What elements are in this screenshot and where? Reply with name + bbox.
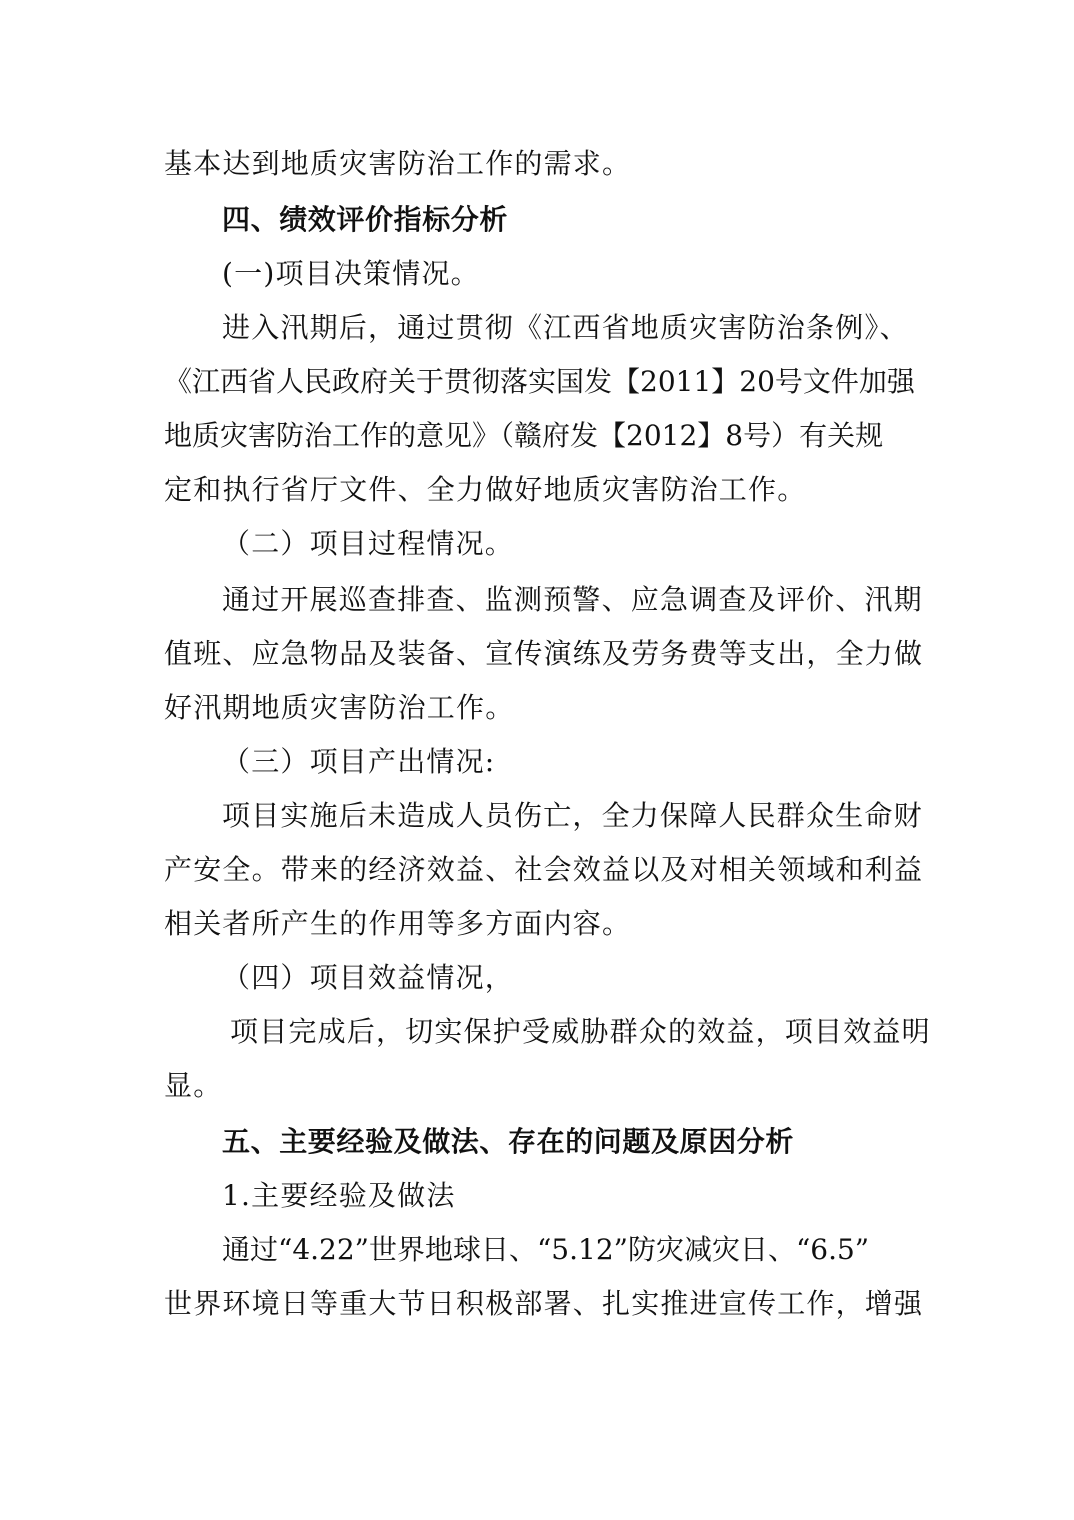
paragraph-line: 显。 [164,1069,223,1102]
paragraph-line: 通过开展巡查排查、监测预警、应急调查及评价、汛期 [222,583,923,616]
paragraph-line: 世界环境日等重大节日积极部署、扎实推进宣传工作，增强 [164,1287,924,1320]
paragraph-line: 相关者所产生的作用等多方面内容。 [164,907,632,940]
paragraph-line: 项目完成后，切实保护受威胁群众的效益，项目效益明 [230,1015,931,1048]
subsection-heading: （三）项目产出情况: [222,745,496,778]
paragraph-line: 进入汛期后，通过贯彻《江西省地质灾害防治条例》、 [222,311,909,344]
paragraph-line: 项目实施后未造成人员伤亡，全力保障人民群众生命财 [222,799,923,832]
paragraph-line: 定和执行省厅文件、全力做好地质灾害防治工作。 [164,473,807,506]
paragraph-line: 基本达到地质灾害防治工作的需求。 [164,147,632,180]
paragraph-line: 值班、应急物品及装备、宣传演练及劳务费等支出，全力做 [164,637,924,670]
subsection-heading: 1.主要经验及做法 [222,1179,456,1212]
paragraph-line: 《江西省人民政府关于贯彻落实国发【2011】20号文件加强 [164,365,915,398]
subsection-heading: (一)项目决策情况。 [222,257,480,290]
subsection-heading: （二）项目过程情况。 [222,527,515,560]
subsection-heading: （四）项目效益情况， [222,961,515,994]
paragraph-line: 地质灾害防治工作的意见》（赣府发【2012】8号）有关规 [164,419,884,452]
section-heading: 五、主要经验及做法、存在的问题及原因分析 [222,1125,795,1158]
paragraph-line: 通过“4.22”世界地球日、“5.12”防灾减灾日、“6.5” [222,1233,870,1266]
paragraph-line: 好汛期地质灾害防治工作。 [164,691,515,724]
section-heading: 四、绩效评价指标分析 [222,203,509,236]
paragraph-line: 产安全。带来的经济效益、社会效益以及对相关领域和利益 [164,853,924,886]
